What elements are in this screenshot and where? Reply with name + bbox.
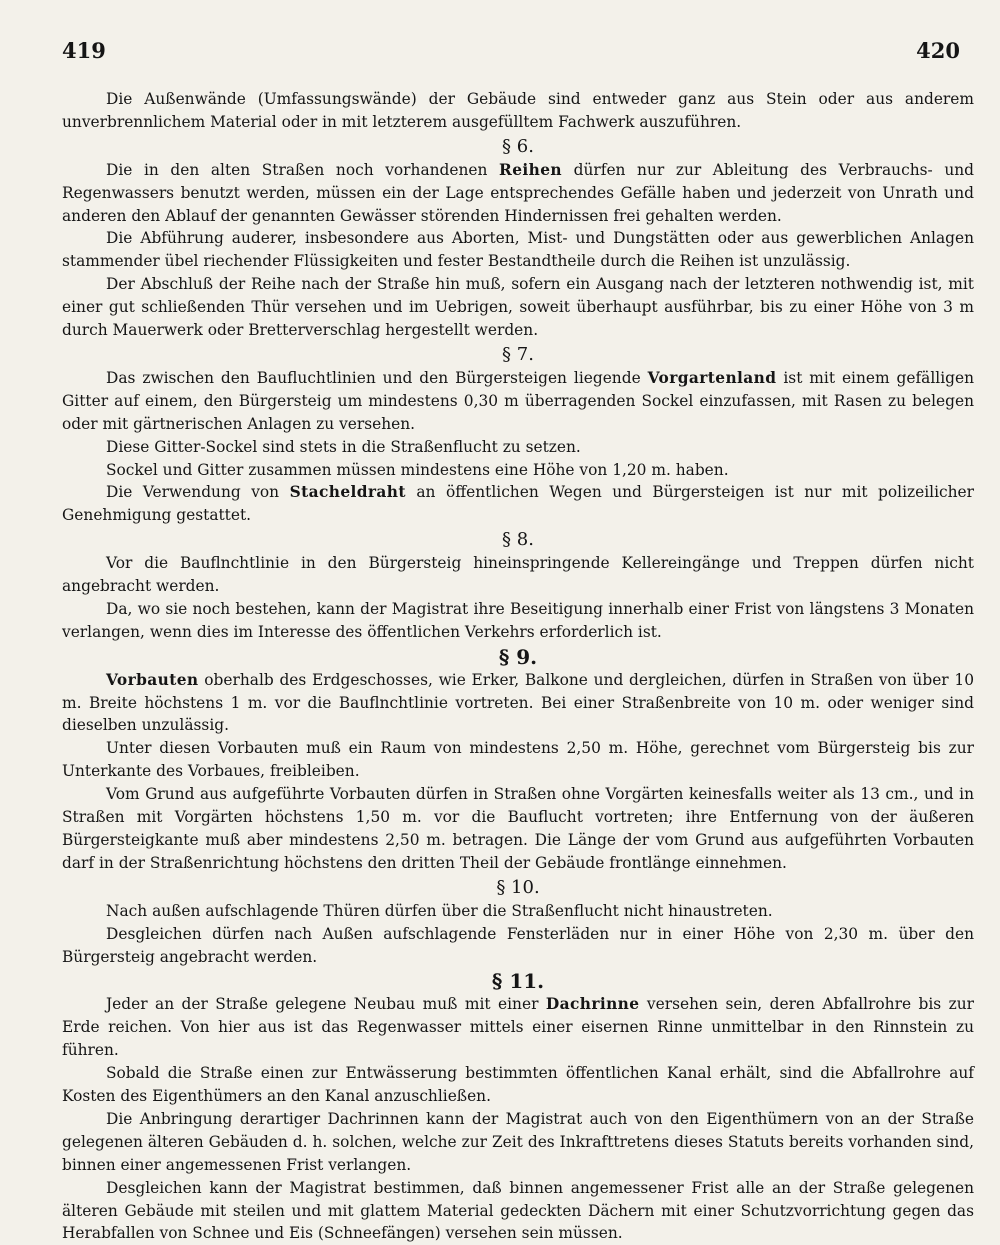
paragraph-text: Die Verwendung von: [106, 483, 290, 502]
paragraph: Vom Grund aus aufgeführte Vorbauten dürfen in Straßen ohne Vorgärten keinesfalls weiter als 13 cm., und in Straßen mit Vorgärten höchstens 1,50 m. vor die Bauflucht vortreten; ihre Entfernung von der äußeren Bürgersteigkante muß aber mindestens 2,50 m. betragen. Die Länge der vom Grund aus aufgeführten Vorbauten darf in der Straßenrichtung höchstens den dritten Theil der Gebäude frontlänge einnehmen.: [62, 785, 974, 872]
document-body: [62, 88, 974, 1245]
emphasized-term: Vorbauten: [106, 670, 199, 689]
paragraph: Desgleichen dürfen nach Außen aufschlagende Fensterläden nur in einer Höhe von 2,30 m. über den Bürgersteig angebracht werden.: [62, 924, 974, 966]
paragraph-text: an öffentlichen Wegen und Bürgersteigen ist nur mit polizeilicher Genehmigung gestattet.: [62, 483, 974, 525]
emphasized-term: Reihen: [499, 160, 563, 179]
emphasized-term: Vorgartenland: [647, 368, 777, 387]
paragraph: Diese Gitter-Sockel sind stets in die Straßenflucht zu setzen.: [106, 437, 581, 456]
paragraph: Sockel und Gitter zusammen müssen mindestens eine Höhe von 1,20 m. haben.: [106, 460, 729, 479]
paragraph-text: oberhalb des Erdgeschosses, wie Erker, Balkone und dergleichen, dürfen in Straßen von über 10 m. Breite höchstens 1 m. vor die Bauflnchtlinie vortreten. Bei einer Straßenbreite von 10 m. oder weniger sind dieselben unzulässig.: [62, 670, 974, 735]
paragraph-text: ist mit einem gefälligen Gitter auf einem, den Bürgersteig um mindestens 0,30 m überragenden Sockel einzufassen, mit Rasen zu belegen oder mit gärtnerischen Anlagen zu versehen.: [62, 368, 974, 433]
paragraph-text: Jeder an der Straße gelegene Neubau muß mit einer: [106, 995, 546, 1014]
paragraph-text: versehen sein, deren Abfallrohre bis zur Erde reichen. Von hier aus ist das Regenwasser mittels einer eisernen Rinne unmittelbar in den Rinnstein zu führen.: [62, 995, 974, 1060]
paragraph-text: Das zwischen den Baufluchtlinien und den Bürgersteigen liegende: [106, 368, 648, 387]
paragraph: Der Abschluß der Reihe nach der Straße hin muß, sofern ein Ausgang nach der letzteren nothwendig ist, mit einer gut schließenden Thür versehen und im Uebrigen, soweit überhaupt ausführbar, bis zu einer Höhe von 3 m durch Mauerwerk oder Bretterverschlag hergestellt werden.: [62, 275, 974, 340]
page-number-left: 419: [62, 38, 106, 63]
paragraph: Die Anbringung derartiger Dachrinnen kann der Magistrat auch von den Eigenthümern von an der Straße gelegenen älteren Gebäuden d. h. solchen, welche zur Zeit des Inkrafttretens dieses Statuts bereits vorhanden sind, binnen einer angemessenen Frist verlangen.: [62, 1109, 974, 1174]
paragraph: [62, 159, 974, 228]
paragraph: Unter diesen Vorbauten muß ein Raum von mindestens 2,50 m. Höhe, gerechnet vom Bürgersteig bis zur Unterkante des Vorbaues, freibleiben.: [62, 739, 974, 781]
paragraph: [62, 669, 974, 738]
emphasized-term: Stacheldraht: [289, 483, 406, 502]
paragraph: Da, wo sie noch bestehen, kann der Magistrat ihre Beseitigung innerhalb einer Frist von längstens 3 Monaten verlangen, wenn dies im Interesse des öffentlichen Verkehrs erforderlich ist.: [62, 599, 974, 641]
paragraph: [62, 367, 974, 436]
paragraph: Die Abführung auderer, insbesondere aus Aborten, Mist- und Dungstätten oder aus gewerblichen Anlagen stammender übel riechender Flüssigkeiten und fester Bestandtheile durch die Reihen ist unzulässig.: [62, 229, 974, 271]
section-heading: § 10.: [496, 876, 540, 898]
paragraph: Sobald die Straße einen zur Entwässerung bestimmten öffentlichen Kanal erhält, sind die Abfallrohre auf Kosten des Eigenthümers an den Kanal anzuschließen.: [62, 1064, 974, 1105]
paragraph: Nach außen aufschlagende Thüren dürfen über die Straßenflucht nicht hinaustreten.: [106, 901, 773, 920]
section-heading: § 6.: [502, 135, 534, 157]
section-heading: § 7.: [502, 343, 534, 365]
page-number-right: 420: [916, 38, 960, 63]
emphasized-term: Dachrinne: [545, 995, 640, 1014]
section-heading: § 8.: [502, 529, 534, 551]
paragraph: Desgleichen kann der Magistrat bestimmen, daß binnen angemessener Frist alle an der Straße gelegenen älteren Gebäude mit steilen und mit glattem Material gedeckten Dächern mit einer Schutzvorrichtung gegen das Herabfallen von Schnee und Eis (Schneefängen) versehen sein müssen.: [62, 1178, 974, 1243]
paragraph-text: Die in den alten Straßen noch vorhandenen: [106, 160, 500, 179]
section-heading: § 9.: [498, 644, 538, 669]
paragraph-text: dürfen nur zur Ableitung des Verbrauchs- und Regenwassers benutzt werden, müssen ein der Lage entsprechendes Gefälle haben und jederzeit von Unrath und anderen den Ablauf der genannten Gewässer störenden Hindernissen frei gehalten werden.: [62, 160, 974, 225]
paragraph: Die Außenwände (Umfassungswände) der Gebäude sind entweder ganz aus Stein oder aus anderem unverbrennlichem Material oder in mit letzterem ausgefülltem Fachwerk auszuführen.: [62, 90, 974, 131]
paragraph: [62, 993, 974, 1062]
paragraph: Vor die Bauflnchtlinie in den Bürgersteig hineinspringende Kellereingänge und Treppen dürfen nicht angebracht werden.: [62, 554, 974, 596]
paragraph: [62, 481, 974, 527]
section-heading: § 11.: [491, 969, 545, 994]
